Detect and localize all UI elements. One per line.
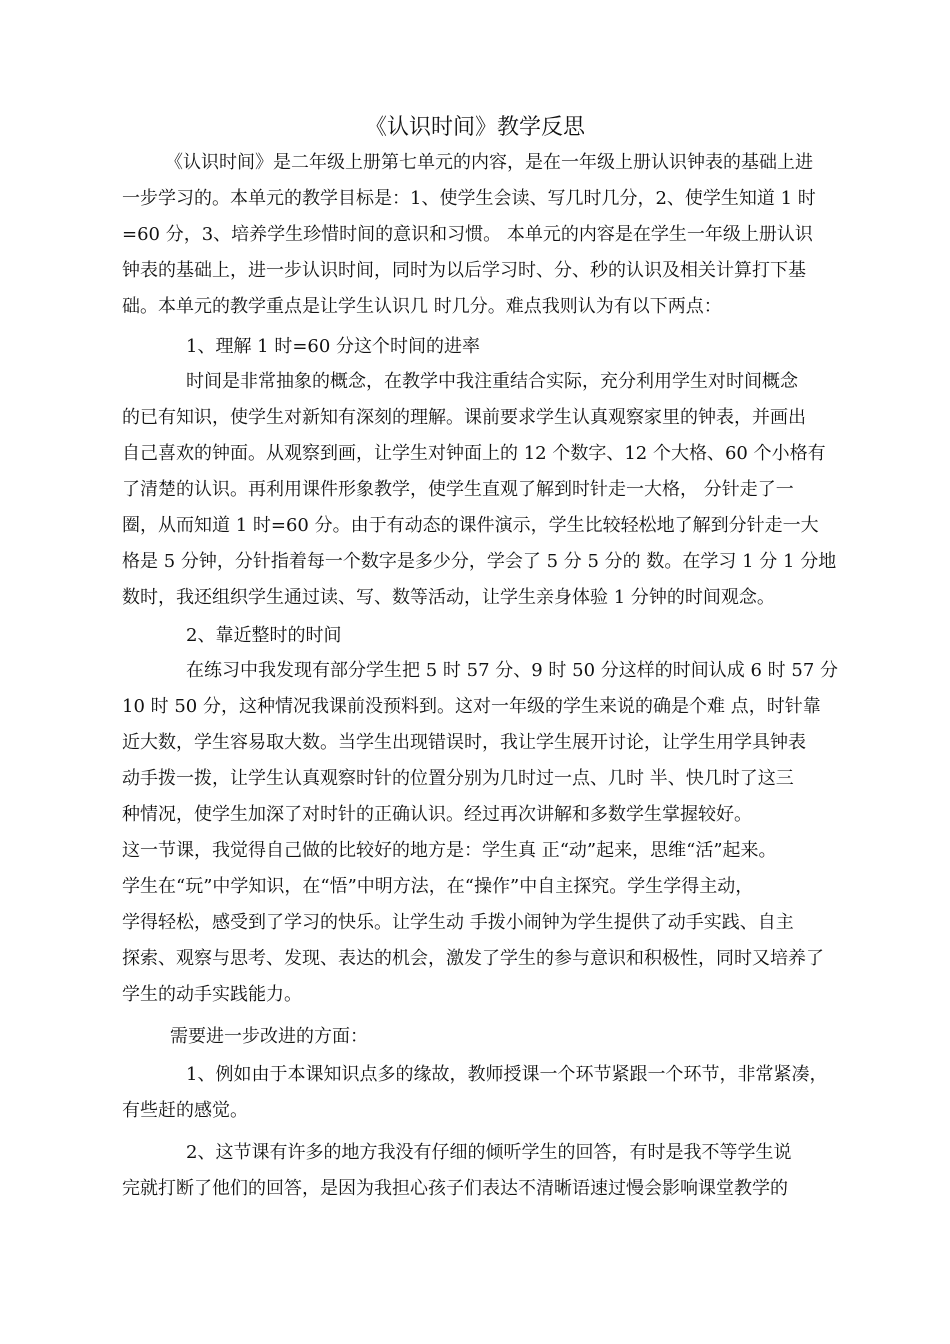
- paragraph-line: 时间是非常抽象的概念，在教学中我注重结合实际，充分利用学生对时间概念: [186, 371, 798, 392]
- paragraph-line: 的已有知识，使学生对新知有深刻的理解。课前要求学生认真观察家里的钟表，并画出: [122, 407, 806, 428]
- paragraph-line: 础。本单元的教学重点是让学生认识几 时几分。难点我则认为有以下两点：: [122, 296, 722, 317]
- paragraph-line: 这一节课，我觉得自己做的比较好的地方是：学生真 正“动”起来，思维“活”起来。: [122, 840, 777, 861]
- paragraph-line: 探索、观察与思考、发现、表达的机会，激发了学生的参与意识和积极性，同时又培养了: [122, 948, 824, 969]
- paragraph-line: 一步学习的。本单元的教学目标是：1、使学生会读、写几时几分，2、使学生知道 1 时: [122, 188, 816, 209]
- section-heading: 需要进一步改进的方面：: [170, 1026, 368, 1047]
- paragraph-line: 数时，我还组织学生通过读、写、数等活动，让学生亲身体验 1 分钟的时间观念。: [122, 587, 775, 608]
- paragraph-line: 学得轻松，感受到了学习的快乐。让学生动 手拨小闹钟为学生提供了动手实践、自主: [122, 912, 794, 933]
- paragraph-line: 圈，从而知道 1 时=60 分。由于有动态的课件演示，学生比较轻松地了解到分针走一大: [122, 515, 819, 536]
- paragraph-line: 种情况，使学生加深了对时针的正确认识。经过再次讲解和多数学生掌握较好。: [122, 804, 752, 825]
- paragraph-line: 有些赶的感觉。: [122, 1100, 248, 1121]
- paragraph-line: 10 时 50 分，这种情况我课前没预料到。这对一年级的学生来说的确是个难 点，时针靠: [122, 696, 821, 717]
- paragraph-line: 2、这节课有许多的地方我没有仔细的倾听学生的回答，有时是我不等学生说: [186, 1142, 792, 1163]
- paragraph-line: 学生在“玩”中学知识，在“悟”中明方法，在“操作”中自主探究。学生学得主动，: [122, 876, 754, 897]
- paragraph-line: 在练习中我发现有部分学生把 5 时 57 分、9 时 50 分这样的时间认成 6 时 57 分: [186, 660, 839, 681]
- document-title: 《认识时间》教学反思: [364, 115, 585, 140]
- paragraph-line: 完就打断了他们的回答，是因为我担心孩子们表达不清晰语速过慢会影响课堂教学的: [122, 1178, 788, 1199]
- paragraph-line: 《认识时间》是二年级上册第七单元的内容，是在一年级上册认识钟表的基础上进: [165, 152, 813, 173]
- paragraph-line: 动手拨一拨，让学生认真观察时针的位置分别为几时过一点、几时 半、快几时了这三: [122, 768, 794, 789]
- paragraph-line: 了清楚的认识。再利用课件形象教学，使学生直观了解到时针走一大格， 分针走了一: [122, 479, 794, 500]
- paragraph-line: 近大数，学生容易取大数。当学生出现错误时，我让学生展开讨论，让学生用学具钟表: [122, 732, 806, 753]
- section-heading: 1、理解 1 时=60 分这个时间的进率: [186, 336, 481, 357]
- paragraph-line: 1、例如由于本课知识点多的缘故，教师授课一个环节紧跟一个环节，非常紧凑，: [186, 1064, 828, 1085]
- paragraph-line: 格是 5 分钟，分针指着每一个数字是多少分，学会了 5 分 5 分的 数。在学习 1 分 1 分地: [122, 551, 837, 572]
- paragraph-line: =60 分，3、培养学生珍惜时间的意识和习惯。 本单元的内容是在学生一年级上册认识: [122, 224, 813, 245]
- paragraph-line: 自己喜欢的钟面。从观察到画，让学生对钟面上的 12 个数字、12 个大格、60 个小格有: [122, 443, 826, 464]
- paragraph-line: 钟表的基础上，进一步认识时间，同时为以后学习时、分、秒的认识及相关计算打下基: [122, 260, 806, 281]
- section-heading: 2、靠近整时的时间: [186, 625, 342, 646]
- paragraph-line: 学生的动手实践能力。: [122, 984, 302, 1005]
